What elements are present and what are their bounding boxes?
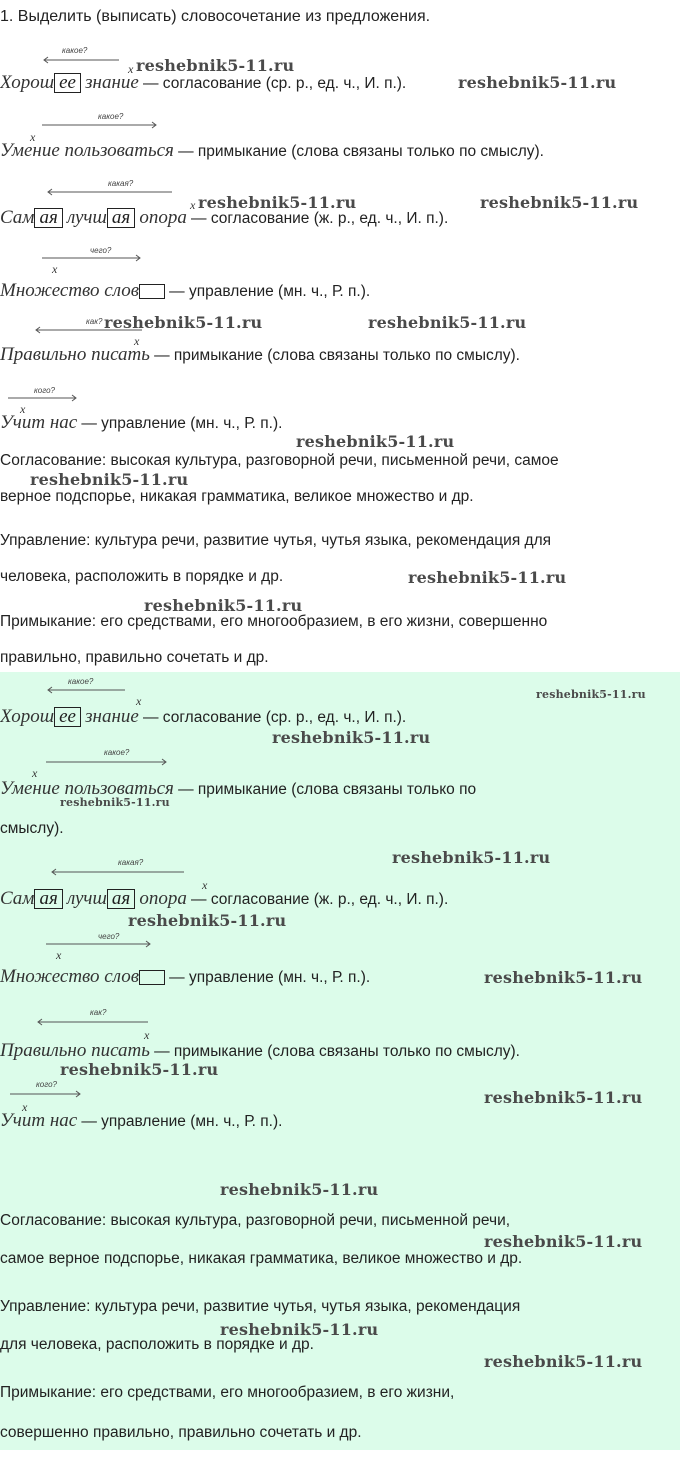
left-arrow bbox=[46, 188, 174, 196]
task-title: 1. Выделить (выписать) словосочетание из предложения. bbox=[0, 8, 431, 25]
phrase-word: знание bbox=[85, 706, 139, 727]
phrase-5-answer bbox=[0, 1040, 520, 1062]
phrase-word: Умение пользоваться bbox=[0, 140, 174, 161]
left-arrow bbox=[42, 56, 120, 64]
left-arrow bbox=[50, 868, 186, 876]
group-upravlenie-line: Управление: культура речи, развитие чутья, чутья языка, рекомендация bbox=[0, 1298, 521, 1315]
phrase-description: — примыкание (слова связаны только по смыслу). bbox=[178, 143, 544, 160]
phrase-description: — управление (мн. ч., Р. п.). bbox=[169, 283, 371, 300]
ending-box: ая bbox=[34, 889, 62, 909]
phrase-1 bbox=[0, 72, 406, 94]
phrase-4-answer bbox=[0, 966, 370, 988]
phrase-word: Умение пользоваться bbox=[0, 778, 174, 799]
watermark: reshebnik5-11.ru bbox=[220, 1320, 379, 1339]
main-word-mark: х bbox=[202, 878, 208, 892]
watermark: reshebnik5-11.ru bbox=[368, 313, 527, 332]
phrase-description: — управление (мн. ч., Р. п.). bbox=[81, 415, 283, 432]
watermark: reshebnik5-11.ru bbox=[30, 470, 189, 489]
group-soglasovanie-line: самое верное подспорье, никакая грамматика, великое множество и др. bbox=[0, 1250, 523, 1267]
phrase-word: Сам bbox=[0, 888, 35, 909]
question-label: чего? bbox=[90, 246, 112, 255]
watermark: reshebnik5-11.ru bbox=[136, 56, 295, 75]
main-word-mark: х bbox=[56, 948, 62, 962]
group-primykanie-line: совершенно правильно, правильно сочетать и др. bbox=[0, 1424, 362, 1441]
right-arrow bbox=[42, 254, 142, 262]
group-primykanie-line: Примыкание: его средствами, его многообразием, в его жизни, совершенно bbox=[0, 613, 548, 630]
ending-box: ее bbox=[54, 73, 81, 93]
phrase-description: — согласование (ср. р., ед. ч., И. п.). bbox=[143, 709, 407, 726]
phrase-6 bbox=[0, 412, 282, 434]
phrase-word: Правильно писать bbox=[0, 1040, 150, 1061]
empty-ending-box bbox=[139, 970, 165, 985]
right-arrow bbox=[42, 121, 158, 129]
group-soglasovanie-line: Согласование: высокая культура, разговорной речи, письменной речи, bbox=[0, 1212, 511, 1229]
watermark: reshebnik5-11.ru bbox=[198, 193, 357, 212]
phrase-word: опора bbox=[139, 207, 187, 228]
watermark: reshebnik5-11.ru bbox=[144, 596, 303, 615]
question-label: какое? bbox=[68, 677, 94, 686]
watermark: reshebnik5-11.ru bbox=[484, 968, 643, 987]
watermark: reshebnik5-11.ru bbox=[484, 1232, 643, 1251]
watermark: reshebnik5-11.ru bbox=[408, 568, 567, 587]
group-upravlenie-line: человека, расположить в порядке и др. bbox=[0, 568, 284, 585]
watermark: reshebnik5-11.ru bbox=[536, 688, 646, 701]
main-word-mark: х bbox=[22, 1100, 28, 1114]
question-label: какая? bbox=[118, 858, 144, 867]
phrase-3 bbox=[0, 207, 448, 229]
question-label: какое? bbox=[62, 46, 88, 55]
phrase-6-answer bbox=[0, 1110, 282, 1132]
watermark: reshebnik5-11.ru bbox=[104, 313, 263, 332]
phrase-4 bbox=[0, 280, 370, 302]
phrase-description: — примыкание (слова связаны только по смыслу). bbox=[154, 1043, 520, 1060]
phrase-description: — управление (мн. ч., Р. п.). bbox=[81, 1113, 283, 1130]
watermark: reshebnik5-11.ru bbox=[392, 848, 551, 867]
phrase-description: — согласование (ж. р., ед. ч., И. п.). bbox=[191, 210, 449, 227]
ending-box: ее bbox=[54, 707, 81, 727]
phrase-word: знание bbox=[85, 72, 139, 93]
phrase-word: Правильно писать bbox=[0, 344, 150, 365]
watermark: reshebnik5-11.ru bbox=[60, 796, 170, 809]
main-word-mark: х bbox=[32, 766, 38, 780]
phrase-description: — примыкание (слова связаны только по bbox=[178, 781, 477, 798]
left-arrow bbox=[46, 686, 126, 694]
main-word-mark: х bbox=[144, 1028, 150, 1042]
phrase-description: — согласование (ж. р., ед. ч., И. п.). bbox=[191, 891, 449, 908]
group-upravlenie-line: для человека, расположить в порядке и др. bbox=[0, 1336, 314, 1353]
watermark: reshebnik5-11.ru bbox=[480, 193, 639, 212]
phrase-description: — управление (мн. ч., Р. п.). bbox=[169, 969, 371, 986]
phrase-word: Хорош bbox=[0, 72, 55, 93]
right-arrow bbox=[46, 940, 152, 948]
main-word-mark: х bbox=[20, 402, 26, 416]
ending-box: ая bbox=[107, 889, 135, 909]
phrase-description: — согласование (ср. р., ед. ч., И. п.). bbox=[143, 75, 407, 92]
phrase-word: Множество слов bbox=[0, 280, 139, 301]
right-arrow bbox=[8, 394, 78, 402]
main-word-mark: х bbox=[128, 62, 134, 76]
question-label: какое? bbox=[98, 112, 124, 121]
empty-ending-box bbox=[139, 284, 165, 299]
main-word-mark: х bbox=[190, 198, 196, 212]
watermark: reshebnik5-11.ru bbox=[60, 1060, 219, 1079]
watermark: reshebnik5-11.ru bbox=[296, 432, 455, 451]
watermark: reshebnik5-11.ru bbox=[484, 1088, 643, 1107]
group-primykanie-line: правильно, правильно сочетать и др. bbox=[0, 649, 269, 666]
group-upravlenie-line: Управление: культура речи, развитие чутья, чутья языка, рекомендация для bbox=[0, 532, 552, 549]
main-word-mark: х bbox=[136, 694, 142, 708]
question-label: чего? bbox=[98, 932, 120, 941]
right-arrow bbox=[10, 1090, 82, 1098]
phrase-word: опора bbox=[139, 888, 187, 909]
main-word-mark: х bbox=[134, 334, 140, 348]
phrase-description: — примыкание (слова связаны только по смыслу). bbox=[154, 347, 520, 364]
phrase-1-answer bbox=[0, 706, 406, 728]
phrase-word: лучш bbox=[66, 207, 107, 228]
group-soglasovanie-line: верное подспорье, никакая грамматика, великое множество и др. bbox=[0, 488, 474, 505]
main-word-mark: х bbox=[30, 130, 36, 144]
question-label: как? bbox=[90, 1008, 107, 1017]
phrase-2 bbox=[0, 140, 544, 162]
watermark: reshebnik5-11.ru bbox=[220, 1180, 379, 1199]
group-soglasovanie-line: Согласование: высокая культура, разговорной речи, письменной речи, самое bbox=[0, 452, 559, 469]
phrase-2-description-cont: смыслу). bbox=[0, 820, 64, 837]
question-label: кого? bbox=[36, 1080, 57, 1089]
watermark: reshebnik5-11.ru bbox=[128, 911, 287, 930]
phrase-3-answer bbox=[0, 888, 448, 910]
phrase-word: Учит нас bbox=[0, 1110, 78, 1131]
phrase-word: лучш bbox=[66, 888, 107, 909]
question-label: какое? bbox=[104, 748, 130, 757]
left-arrow bbox=[36, 1018, 150, 1026]
question-label: какая? bbox=[108, 179, 134, 188]
phrase-word: Учит нас bbox=[0, 412, 78, 433]
watermark: reshebnik5-11.ru bbox=[484, 1352, 643, 1371]
phrase-5 bbox=[0, 344, 520, 366]
phrase-word: Множество слов bbox=[0, 966, 139, 987]
phrase-word: Сам bbox=[0, 207, 35, 228]
ending-box: ая bbox=[107, 208, 135, 228]
right-arrow bbox=[46, 758, 168, 766]
ending-box: ая bbox=[34, 208, 62, 228]
question-label: кого? bbox=[34, 386, 55, 395]
watermark: reshebnik5-11.ru bbox=[272, 728, 431, 747]
main-word-mark: х bbox=[52, 262, 58, 276]
watermark: reshebnik5-11.ru bbox=[458, 73, 617, 92]
group-primykanie-line: Примыкание: его средствами, его многообразием, в его жизни, bbox=[0, 1384, 455, 1401]
phrase-word: Хорош bbox=[0, 706, 55, 727]
question-label: как? bbox=[86, 317, 103, 326]
